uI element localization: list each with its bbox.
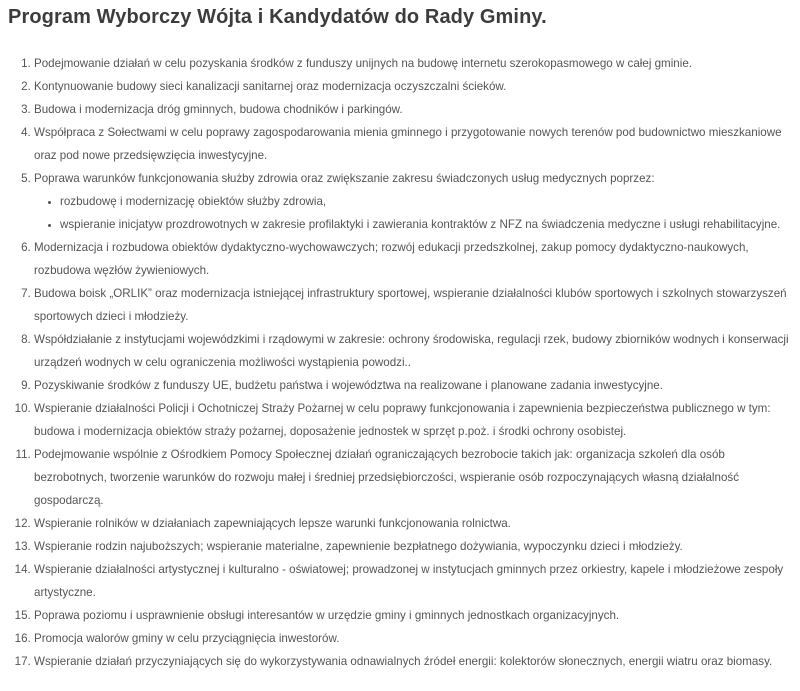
program-item	[34, 374, 790, 397]
program-item	[34, 328, 790, 374]
program-item	[34, 282, 790, 328]
program-item-text: Wspieranie rolników w działaniach zapewniających lepsze warunki funkcjonowania rolnictwa.	[34, 517, 511, 530]
program-item	[34, 512, 790, 535]
program-item-text: Budowa boisk „ORLIK” oraz modernizacja istniejącej infrastruktury sportowej, wspieranie działalności klubów sportowych i szkolnych stowarzyszeń sportowych dzieci i młodzieży.	[34, 287, 787, 323]
program-list	[0, 52, 790, 673]
program-item	[34, 535, 790, 558]
sub-list-item: • wspieranie inicjatyw prozdrowotnych w zakresie profilaktyki i zawierania kontraktów z NFZ na świadczenia medyczne i usługi rehabilitacyjne.	[60, 213, 790, 236]
program-item	[34, 52, 790, 75]
program-item-text: Modernizacja i rozbudowa obiektów dydaktyczno-wychowawczych; rozwój edukacji przedszkolnej, zakup pomocy dydaktyczno-naukowych, rozbudowa węzłów żywieniowych.	[34, 241, 749, 277]
program-item	[34, 627, 790, 650]
page-title: Program Wyborczy Wójta i Kandydatów do Rady Gminy.	[8, 6, 547, 28]
program-item-text: Kontynuowanie budowy sieci kanalizacji sanitarnej oraz modernizacja oczyszczalni ścieków.	[34, 80, 507, 93]
program-item	[34, 397, 790, 443]
program-item-text: Poprawa poziomu i usprawnienie obsługi interesantów w urzędzie gminy i gminnych jednostkach organizacyjnych.	[34, 609, 620, 622]
program-item	[34, 604, 790, 627]
program-item	[34, 98, 790, 121]
program-item-text: Współdziałanie z instytucjami wojewódzkimi i rządowymi w zakresie: ochrony środowiska, regulacji rzek, budowy zbiorników wodnych i konserwacji urządzeń wodnych w celu ograniczenia możliwości wystąpienia powodzi..	[34, 333, 789, 369]
program-item	[34, 443, 790, 512]
sub-list	[34, 190, 790, 236]
program-item	[34, 650, 790, 673]
program-item	[34, 236, 790, 282]
program-item-text: Budowa i modernizacja dróg gminnych, budowa chodników i parkingów.	[34, 103, 403, 116]
program-item-text: Wspieranie działań przyczyniających się do wykorzystywania odnawialnych źródeł energii: kolektorów słonecznych, energii wiatru oraz biomasy.	[34, 655, 773, 668]
program-item-text: Wspieranie działalności artystycznej i kulturalno - oświatowej; prowadzonej w instytucjach gminnych przez orkiestry, kapele i młodzieżowe zespoły artystyczne.	[34, 563, 784, 599]
program-item-text: Podejmowanie wspólnie z Ośrodkiem Pomocy Społecznej działań ograniczających bezrobocie takich jak: organizacja szkoleń dla osób bezrobotnych, tworzenie warunków do rozwoju małej i średniej przedsiębiorczości, wspieranie osób rozpoczynających własną działalność gospodarczą.	[34, 448, 739, 507]
program-item-text: Promocja walorów gminy w celu przyciągnięcia inwestorów.	[34, 632, 340, 645]
program-item	[34, 121, 790, 167]
program-item	[34, 75, 790, 98]
program-item-text: Wspieranie rodzin najuboższych; wspieranie materialne, zapewnienie bezpłatnego dożywiania, wypoczynku dzieci i młodzieży.	[34, 540, 683, 553]
program-item-text: Poprawa warunków funkcjonowania służby zdrowia oraz zwiększanie zakresu świadczonych usług medycznych poprzez:	[34, 172, 655, 185]
program-item-text: Pozyskiwanie środków z funduszy UE, budżetu państwa i województwa na realizowane i planowane zadania inwestycyjne.	[34, 379, 663, 392]
program-item-text: Współpraca z Sołectwami w celu poprawy zagospodarowania mienia gminnego i przygotowanie nowych terenów pod budownictwo mieszkaniowe oraz pod nowe przedsięwzięcia inwestycyjne.	[34, 126, 782, 162]
program-item-text: Wspieranie działalności Policji i Ochotniczej Straży Pożarnej w celu poprawy funkcjonowania i zapewnienia bezpieczeństwa publicznego w tym: budowa i modernizacja obiektów straży pożarnej, doposażenie jednostek w sprzęt p.poż. i środki ochrony osobistej.	[34, 402, 771, 438]
program-item	[34, 558, 790, 604]
program-item	[34, 167, 790, 236]
sub-list-item: • rozbudowę i modernizację obiektów służby zdrowia,	[60, 190, 790, 213]
program-item-text: Podejmowanie działań w celu pozyskania środków z funduszy unijnych na budowę internetu szerokopasmowego w całej gminie.	[34, 57, 692, 70]
